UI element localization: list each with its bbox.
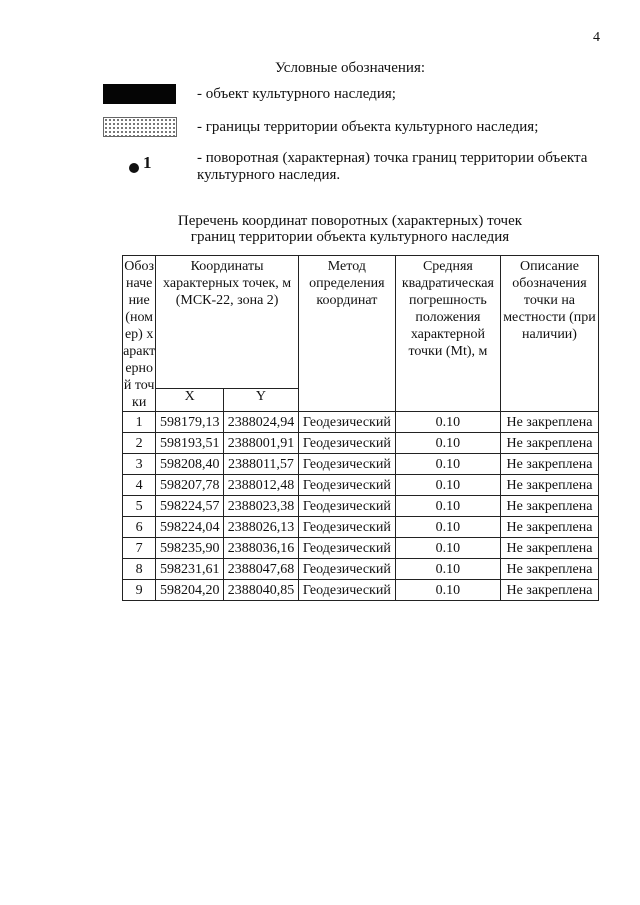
table-body	[123, 412, 599, 601]
cell-x: 598204,20	[156, 580, 224, 601]
cell-method: Геодезический	[298, 580, 395, 601]
table-row	[123, 538, 599, 559]
table-row	[123, 475, 599, 496]
turning-point-label: 1	[143, 153, 152, 172]
table-row	[123, 559, 599, 580]
cell-error: 0.10	[395, 454, 500, 475]
cell-x: 598224,04	[156, 517, 224, 538]
cell-x: 598208,40	[156, 454, 224, 475]
cell-description: Не закреплена	[500, 454, 598, 475]
cell-y: 2388036,16	[224, 538, 299, 559]
cell-error: 0.10	[395, 538, 500, 559]
cell-method: Геодезический	[298, 538, 395, 559]
table-row	[123, 433, 599, 454]
legend-item-heritage-object: - объект культурного наследия;	[197, 86, 396, 102]
table-row	[123, 496, 599, 517]
cell-description: Не закреплена	[500, 475, 598, 496]
cell-description: Не закреплена	[500, 580, 598, 601]
header-description: Описание обозначения точки на местности (при наличии)	[500, 256, 598, 412]
header-method: Метод определения координат	[298, 256, 395, 412]
cell-error: 0.10	[395, 496, 500, 517]
coordinates-table	[122, 255, 599, 601]
territory-border-swatch	[103, 117, 177, 137]
table-row	[123, 454, 599, 475]
cell-error: 0.10	[395, 580, 500, 601]
cell-y: 2388026,13	[224, 517, 299, 538]
cell-error: 0.10	[395, 559, 500, 580]
table-row	[123, 412, 599, 433]
table-title-line-2: границ территории объекта культурного наследия	[190, 229, 510, 245]
cell-error: 0.10	[395, 433, 500, 454]
cell-point-number: 6	[123, 517, 156, 538]
header-y: Y	[224, 388, 299, 411]
cell-description: Не закреплена	[500, 538, 598, 559]
heritage-object-swatch	[103, 84, 176, 104]
header-designation: Обозначение (номер) характерной точки	[123, 256, 156, 412]
page-number: 4	[593, 30, 600, 45]
cell-x: 598224,57	[156, 496, 224, 517]
legend-item-turning-point: - поворотная (характерная) точка границ территории объекта культурного наследия.	[197, 150, 588, 183]
cell-y: 2388011,57	[224, 454, 299, 475]
cell-y: 2388040,85	[224, 580, 299, 601]
legend-item-territory-border: - границы территории объекта культурного наследия;	[197, 119, 539, 135]
cell-description: Не закреплена	[500, 517, 598, 538]
cell-point-number: 4	[123, 475, 156, 496]
cell-point-number: 7	[123, 538, 156, 559]
cell-method: Геодезический	[298, 517, 395, 538]
cell-y: 2388012,48	[224, 475, 299, 496]
cell-method: Геодезический	[298, 412, 395, 433]
cell-point-number: 3	[123, 454, 156, 475]
cell-method: Геодезический	[298, 454, 395, 475]
cell-point-number: 5	[123, 496, 156, 517]
cell-x: 598193,51	[156, 433, 224, 454]
cell-point-number: 1	[123, 412, 156, 433]
cell-method: Геодезический	[298, 475, 395, 496]
cell-x: 598207,78	[156, 475, 224, 496]
legend-title: Условные обозначения:	[274, 60, 426, 76]
header-x: X	[156, 388, 224, 411]
cell-description: Не закреплена	[500, 559, 598, 580]
cell-x: 598179,13	[156, 412, 224, 433]
cell-description: Не закреплена	[500, 433, 598, 454]
cell-description: Не закреплена	[500, 496, 598, 517]
cell-x: 598235,90	[156, 538, 224, 559]
cell-point-number: 2	[123, 433, 156, 454]
table-row	[123, 517, 599, 538]
cell-y: 2388023,38	[224, 496, 299, 517]
cell-y: 2388001,91	[224, 433, 299, 454]
cell-y: 2388024,94	[224, 412, 299, 433]
header-error: Средняя квадратическая погрешность положения характерной точки (Mt), м	[395, 256, 500, 412]
cell-x: 598231,61	[156, 559, 224, 580]
cell-y: 2388047,68	[224, 559, 299, 580]
cell-method: Геодезический	[298, 559, 395, 580]
cell-description: Не закреплена	[500, 412, 598, 433]
cell-method: Геодезический	[298, 433, 395, 454]
table-title-line-1: Перечень координат поворотных (характерных) точек	[177, 213, 523, 229]
cell-error: 0.10	[395, 412, 500, 433]
table-title	[0, 213, 640, 245]
cell-method: Геодезический	[298, 496, 395, 517]
cell-point-number: 8	[123, 559, 156, 580]
table-row	[123, 580, 599, 601]
header-coordinates: Координаты характерных точек, м (МСК-22, зона 2)	[156, 256, 299, 389]
turning-point-dot-icon	[129, 163, 139, 173]
cell-error: 0.10	[395, 517, 500, 538]
cell-point-number: 9	[123, 580, 156, 601]
cell-error: 0.10	[395, 475, 500, 496]
